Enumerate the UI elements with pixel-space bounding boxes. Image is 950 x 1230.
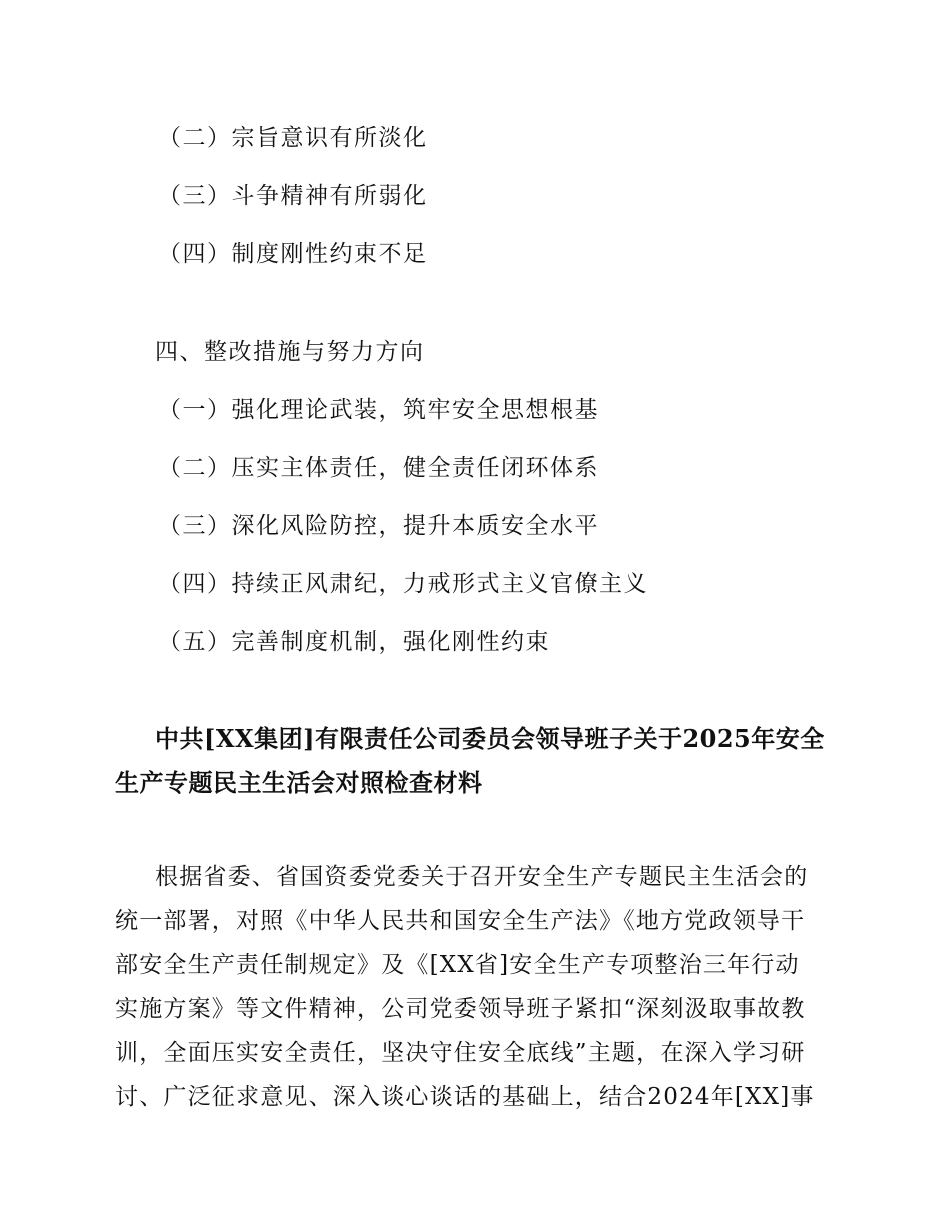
section4-item-5: （五）完善制度机制，强化刚性约束 (158, 629, 550, 655)
section4-item-4: （四）持续正风肃纪，力戒形式主义官僚主义 (158, 571, 648, 597)
section3-item-4: （四）制度刚性约束不足 (158, 241, 428, 267)
body-paragraph-line-1: 根据省委、省国资委党委关于召开安全生产专题民主生活会的 (155, 864, 809, 890)
section3-item-3: （三）斗争精神有所弱化 (158, 183, 428, 209)
section4-item-3: （三）深化风险防控，提升本质安全水平 (158, 513, 599, 539)
section4-item-1: （一）强化理论武装，筑牢安全思想根基 (158, 397, 599, 423)
section3-item-2: （二）宗旨意识有所淡化 (158, 125, 428, 151)
document-title-line-1: 中共[XX集团]有限责任公司委员会领导班子关于2025年安全 (155, 724, 825, 753)
section4-heading: 四、整改措施与努力方向 (155, 339, 425, 365)
body-paragraph-line-3: 部安全生产责任制规定》及《[XX省]安全生产专项整治三年行动 (115, 952, 800, 978)
body-paragraph-line-2: 统一部署，对照《中华人民共和国安全生产法》《地方党政领导干 (115, 908, 806, 934)
section4-item-2: （二）压实主体责任，健全责任闭环体系 (158, 455, 599, 481)
body-paragraph-line-4: 实施方案》等文件精神，公司党委领导班子紧扣“深刻汲取事故教 (115, 996, 806, 1022)
document-title-line-2: 生产专题民主生活会对照检查材料 (115, 768, 483, 797)
body-paragraph-line-5: 训，全面压实安全责任，坚决守住安全底线”主题，在深入学习研 (115, 1040, 806, 1066)
body-paragraph-line-6: 讨、广泛征求意见、深入谈心谈话的基础上，结合2024年[XX]事 (115, 1084, 815, 1110)
